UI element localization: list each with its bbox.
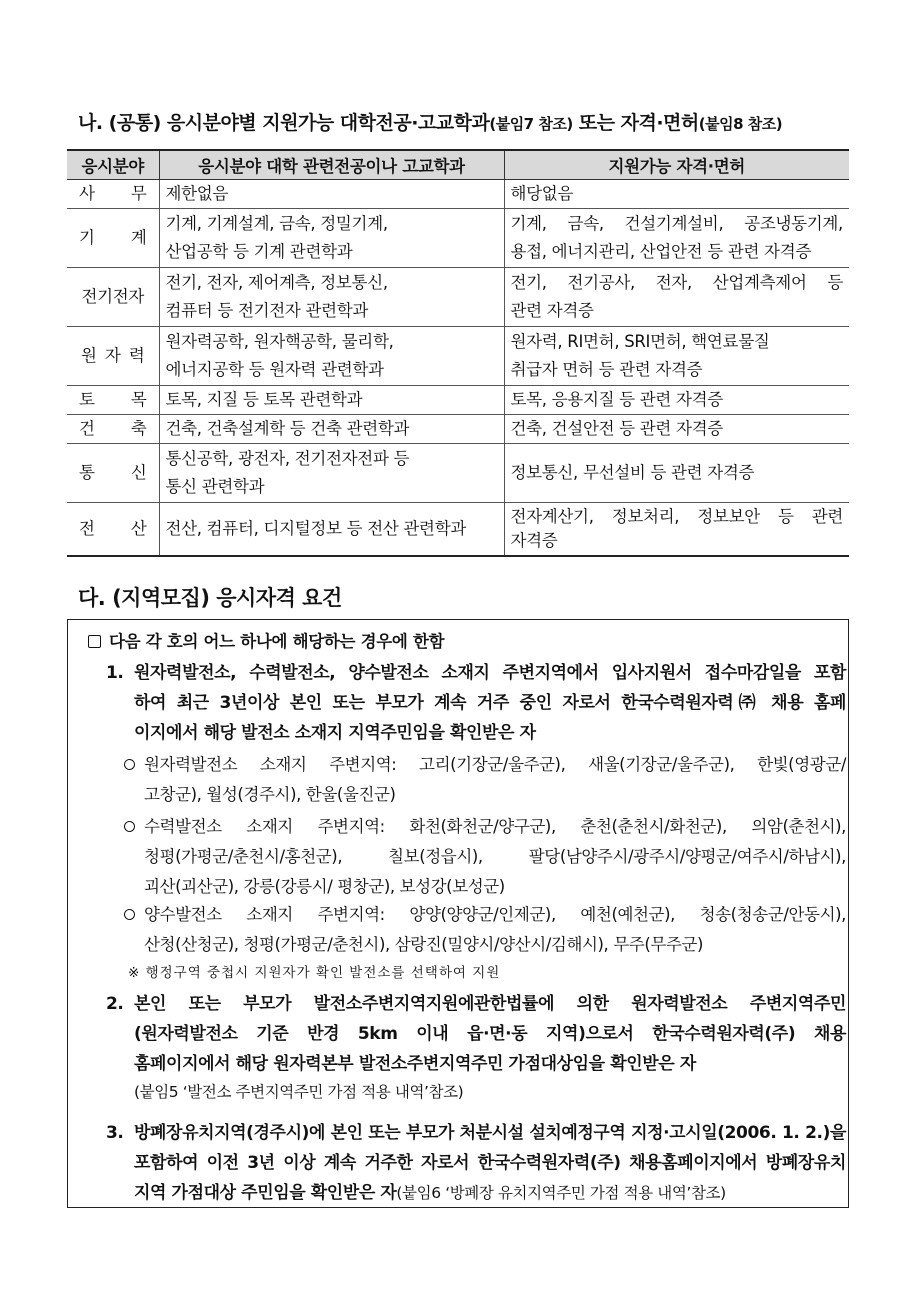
requirement-item-2 [106,989,846,1105]
header-field: 응시분야 [67,150,159,180]
license-cell [504,209,849,268]
license-line: 기계, 금속, 건설기계설비, 공조냉동기계, [510,214,843,233]
license-line: 건축, 건설안전 등 관련 자격증 [510,419,723,438]
license-cell [504,503,849,557]
major-cell [159,415,504,444]
field-cell [67,386,159,415]
table-row [67,444,849,503]
license-cell [504,268,849,327]
field-label: 전기전자 [81,287,145,306]
field-cell [67,503,159,557]
field-char: 목 [130,390,147,409]
license-line: 정보통신, 무선설비 등 관련 자격증 [510,463,755,482]
major-line: 에너지공학 등 원자력 관련학과 [165,360,384,379]
license-line: 전기, 전기공사, 전자, 산업계측제어 등 [510,273,843,292]
major-cell [159,180,504,209]
bullet-line: 청평(가평군/춘천시/홍천군), 칠보(정읍시), 팔당(남양주시/광주시/양평군/여주시/하남시), [144,847,846,866]
requirement-item-3 [106,1118,846,1208]
field-cell [67,415,159,444]
item-line: 지역 가점대상 주민임을 확인받은 자 [134,1183,397,1203]
field-char: 원 [81,346,97,365]
bullet-hydro-plants [124,812,846,902]
license-cell [504,444,849,503]
table-row [67,268,849,327]
field-char: 자 [104,346,121,365]
requirement-item-1 [106,658,846,748]
section-na-title-ref8: (붙임8 참조) [698,115,783,133]
major-cell [159,327,504,386]
field-char: 통 [79,463,95,482]
field-char: 기 [79,228,95,247]
intro-text: 다음 각 호의 어느 하나에 해당하는 경우에 한함 [109,632,445,651]
major-line: 산업공학 등 기계 관련학과 [165,242,353,261]
major-line: 기계, 기계설계, 금속, 정밀기계, [165,214,388,233]
major-cell [159,209,504,268]
section-na-title-ref7: (붙임7 참조) [489,115,573,133]
box-intro [88,628,444,652]
circle-bullet-icon [124,821,135,832]
item-line: 홈페이지에서 해당 원자력본부 발전소주변지역주민 가점대상임을 확인받은 자 [134,1054,696,1074]
section-na-title-mid: 또는 자격·면허 [572,112,699,134]
table-row [67,503,849,557]
field-char: 축 [130,419,147,438]
item-line: 하여 최근 3년이상 본인 또는 부모가 계속 거주 중인 자로서 한국수력원자력㈜ 채용 홈페 [134,693,846,713]
item-line: (원자력발전소 기준 반경 5km 이내 읍·면·동 지역)으로서 한국수력원자력(주) 채용 [134,1024,846,1044]
item-reference: (붙임6 ‘방폐장 유치지역주민 가점 적용 내역’참조) [396,1184,726,1202]
license-cell [504,180,849,209]
field-char: 사 [79,184,95,203]
bullet-line: 원자력발전소 소재지 주변지역: 고리(기장군/울주군), 새울(기장군/울주군), 한빛(영광군/ [144,755,846,774]
field-cell [67,444,159,503]
bullet-pumped-storage-plants [124,900,846,960]
major-cell [159,268,504,327]
major-cell [159,503,504,557]
item-line: 방폐장유치지역(경주시)에 본인 또는 부모가 처분시설 설치예정구역 지정·고시일(2006. 1. 2.)을 [134,1123,846,1143]
item-number: 1. [106,663,124,683]
header-major: 응시분야 대학 관련전공이나 고교학과 [159,150,504,180]
license-line: 취급자 면허 등 관련 자격증 [510,360,703,379]
major-line: 컴퓨터 등 전기전자 관련학과 [165,301,369,320]
field-cell [67,268,159,327]
regional-requirements-box [67,619,849,1208]
license-line: 용접, 에너지관리, 산업안전 등 관련 자격증 [510,242,811,261]
table-row [67,386,849,415]
license-cell [504,327,849,386]
license-line: 전자계산기, 정보처리, 정보보안 등 관련 [510,507,843,526]
field-char: 력 [128,346,145,365]
overlap-note: ※ 행정구역 중첩시 지원자가 확인 발전소를 선택하여 지원 [128,965,501,981]
field-cell [67,327,159,386]
license-line: 해당없음 [510,184,574,203]
header-license: 지원가능 자격·면허 [504,150,849,180]
square-bullet-icon [88,635,101,648]
license-cell [504,386,849,415]
field-requirements-table [67,149,849,557]
item-line: 원자력발전소, 수력발전소, 양수발전소 소재지 주변지역에서 입사지원서 접수마감일을 포함 [134,663,846,683]
major-line: 전기, 전자, 제어계측, 정보통신, [165,273,388,292]
major-line: 제한없음 [165,184,229,203]
table-header-row [67,150,849,180]
field-char: 계 [130,228,147,247]
major-line: 통신 관련학과 [165,477,265,496]
item-line: 이지에서 해당 발전소 소재지 지역주민임을 확인받은 자 [134,723,536,743]
item-number: 2. [106,994,124,1014]
circle-bullet-icon [124,759,135,770]
bullet-line: 고창군), 월성(경주시), 한울(울진군) [144,785,396,804]
item-line: 본인 또는 부모가 발전소주변지역지원에관한법률에 의한 원자력발전소 주변지역주민 [134,994,846,1014]
circle-bullet-icon [124,909,135,920]
major-line: 통신공학, 광전자, 전기전자전파 등 [165,449,410,468]
item-number: 3. [106,1123,124,1143]
license-cell [504,415,849,444]
section-da-title: 다. (지역모집) 응시자격 요건 [78,586,342,610]
license-line: 토목, 응용지질 등 관련 자격증 [510,390,723,409]
table-row [67,415,849,444]
item-line: 포함하여 이전 3년 이상 계속 거주한 자로서 한국수력원자력(주) 채용홈페이지에서 방폐장유치 [134,1153,846,1173]
license-line: 관련 자격증 [510,301,594,320]
field-cell [67,180,159,209]
section-na-title [78,108,782,135]
table-row [67,180,849,209]
field-char: 산 [130,519,147,538]
major-line: 전산, 컴퓨터, 디지털정보 등 전산 관련학과 [165,519,466,538]
license-line: 원자력, RI면허, SRI면허, 핵연료물질 [510,332,770,351]
major-line: 토목, 지질 등 토목 관련학과 [165,390,363,409]
field-char: 무 [130,184,147,203]
field-char: 전 [79,519,95,538]
field-char: 신 [130,463,147,482]
item-reference: (붙임5 ‘발전소 주변지역주민 가점 적용 내역’참조) [134,1083,464,1101]
major-line: 원자력공학, 원자핵공학, 물리학, [165,332,394,351]
section-na-title-main: 나. (공통) 응시분야별 지원가능 대학전공·고교학과 [78,112,490,134]
table-row [67,209,849,268]
major-cell [159,386,504,415]
bullet-line: 양수발전소 소재지 주변지역: 양양(양양군/인제군), 예천(예천군), 청송(청송군/안동시), [144,905,846,924]
bullet-line: 괴산(괴산군), 강릉(강릉시/ 평창군), 보성강(보성군) [144,877,505,896]
item-line-with-ref [134,1178,846,1208]
table-row [67,327,849,386]
bullet-line: 수력발전소 소재지 주변지역: 화천(화천군/양구군), 춘천(춘천시/화천군), 의암(춘천시), [144,817,846,836]
major-cell [159,444,504,503]
field-char: 건 [79,419,95,438]
bullet-nuclear-plants [124,750,846,810]
field-cell [67,209,159,268]
field-char: 토 [79,390,95,409]
license-line: 자격증 [510,531,558,550]
major-line: 건축, 건축설계학 등 건축 관련학과 [165,419,410,438]
bullet-line: 산청(산청군), 청평(가평군/춘천시), 삼랑진(밀양시/양산시/김해시), 무주(무주군) [144,935,704,954]
